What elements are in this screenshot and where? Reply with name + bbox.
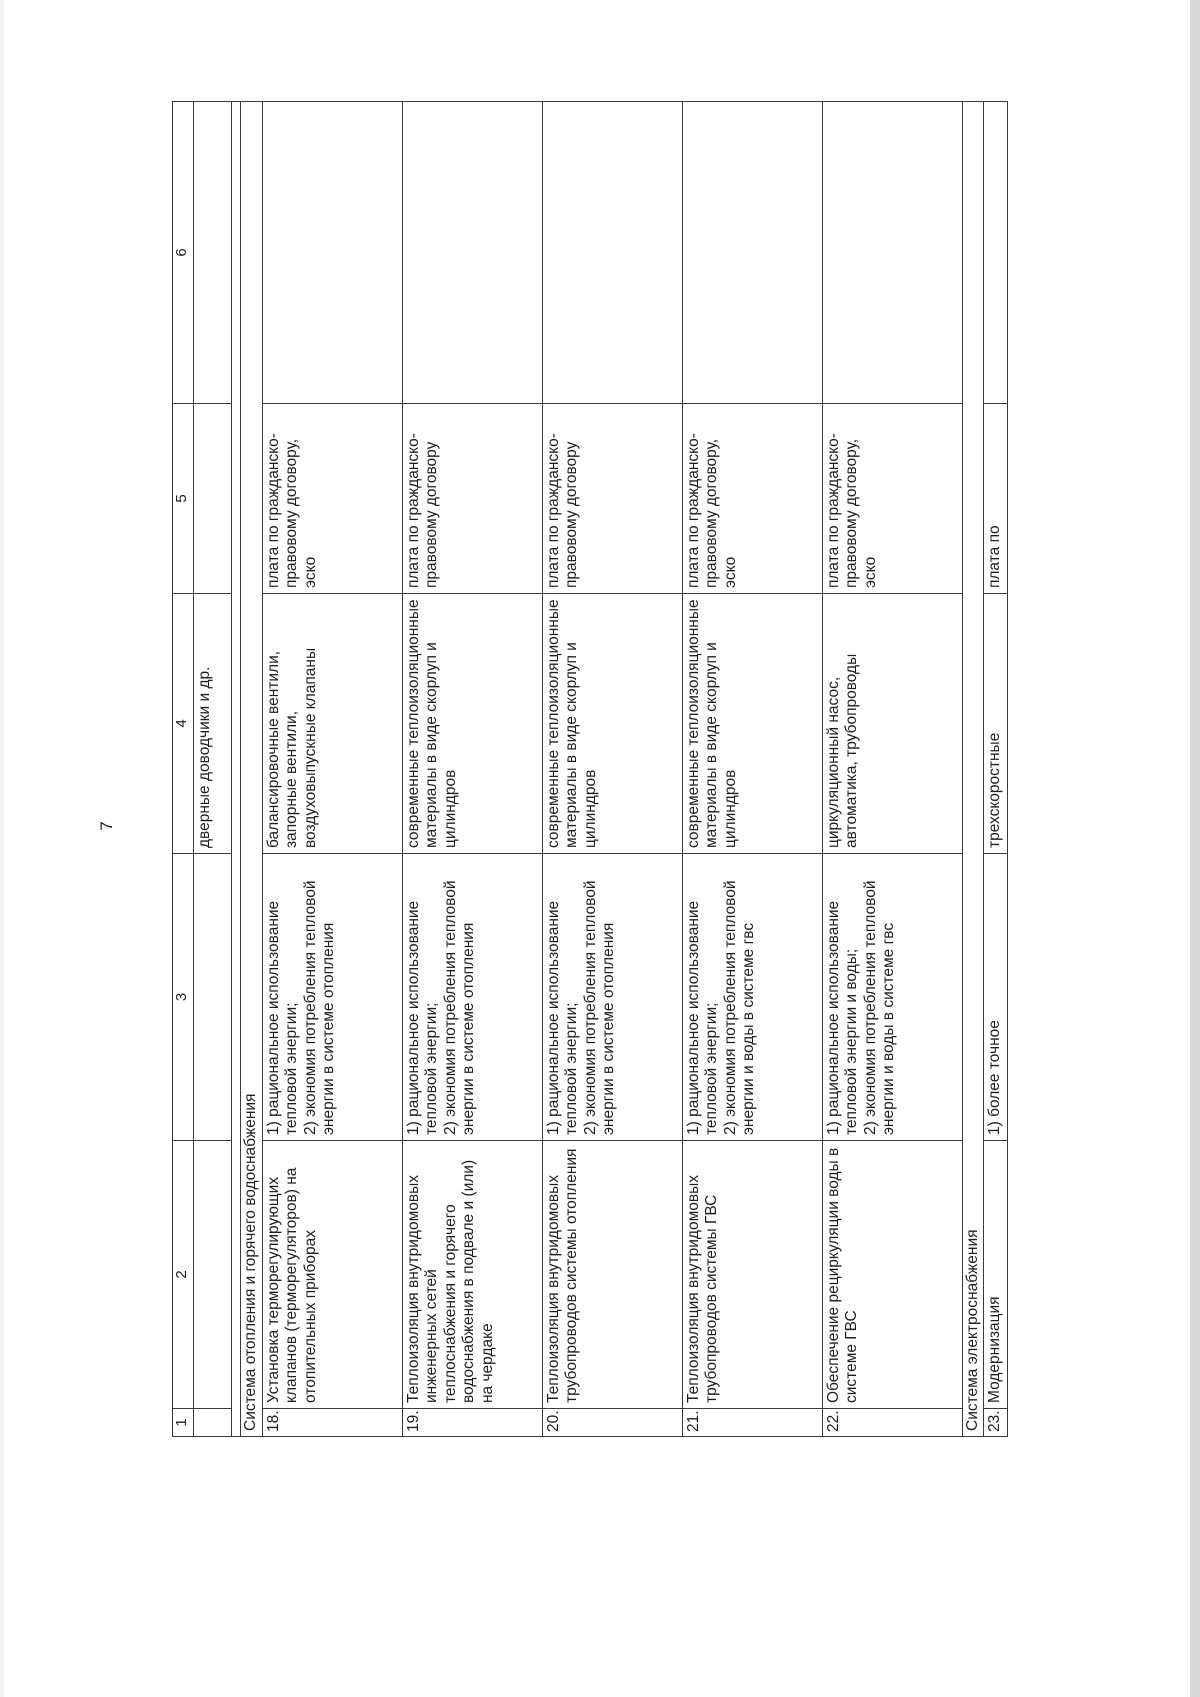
rotated-page-content [172,102,1022,1437]
effect-line: 1) более точное [986,1020,1003,1135]
effect-line: 1) рациональное использование тепловой энергии; [264,900,300,1135]
measure-col6 [262,102,402,404]
continued-row [194,102,232,1437]
measure-financing: плата по гражданско-правовому договору [402,404,542,594]
effect-line: 1) рациональное использование тепловой энергии; [684,900,720,1135]
effect-line: 2) экономия потребления тепловой энергии в системе отопления [581,880,617,1135]
section-title: Система электроснабжения [962,102,984,1437]
measure-col6 [984,102,1008,404]
column-number-cell: 3 [173,854,194,1141]
effect-line: 2) экономия потребления тепловой энергии в системе отопления [441,880,477,1135]
table-row [984,102,1008,1437]
measure-effect [542,854,682,1141]
measure-name: Установка терморегулирующих клапанов (терморегуляторов) на отопительных приборах [262,1141,402,1409]
row-number: 23. [984,1409,1008,1437]
column-number-cell: 2 [173,1141,194,1409]
measure-col6 [822,102,962,404]
row-number: 19. [402,1409,542,1437]
table-row [262,102,402,1437]
effect-line: 2) экономия потребления тепловой энергии в системе отопления [301,880,337,1135]
column-number-cell: 5 [173,404,194,594]
measure-equipment: циркуляционный насос, автоматика, трубопроводы [822,594,962,854]
section-title: Система отопления и горячего водоснабжения [241,102,263,1437]
row-number: 18. [262,1409,402,1437]
spacer-row [232,102,241,1437]
effect-line: 1) рациональное использование тепловой энергии; [544,900,580,1135]
measure-name: Обеспечение рециркуляции воды в системе ГВС [822,1141,962,1409]
measure-name: Модернизация [984,1141,1008,1409]
measure-effect [822,854,962,1141]
table-row [402,102,542,1437]
measure-equipment: современные теплоизоляционные материалы в виде скорлуп и цилиндров [402,594,542,854]
table-row [682,102,822,1437]
measure-effect [682,854,822,1141]
measure-financing: плата по гражданско-правовому договору [542,404,682,594]
effect-line: 1) рациональное использование тепловой энергии; [404,900,440,1135]
table-row [822,102,962,1437]
measure-col6 [402,102,542,404]
measure-name: Теплоизоляция внутридомовых инженерных сетей теплоснабжения и горячего водоснабжения в подвале и (или) на чердаке [402,1141,542,1409]
measure-equipment: балансировочные вентили, запорные вентили, воздуховыпускные клапаны [262,594,402,854]
measure-name: Теплоизоляция внутридомовых трубопроводов системы отопления [542,1141,682,1409]
column-number-cell: 4 [173,594,194,854]
measure-financing: плата по гражданско-правовому договору, эско [262,404,402,594]
measure-effect [984,854,1008,1141]
section-heading-row [962,102,984,1437]
scan-edge-left [0,0,4,1697]
column-number-cell: 1 [173,1409,194,1437]
column-number-row [173,102,194,1437]
effect-line: 1) рациональное использование тепловой энергии и воды; [824,900,860,1135]
measure-effect [262,854,402,1141]
column-number-cell: 6 [173,102,194,404]
row-number: 22. [822,1409,962,1437]
effect-line: 2) экономия потребления тепловой энергии и воды в системе гвс [861,880,897,1135]
measures-table [172,101,1008,1437]
measure-equipment: трехскоростные [984,594,1008,854]
measure-financing: плата по [984,404,1008,594]
page-number: 7 [97,821,116,831]
measure-effect [402,854,542,1141]
scan-edge-right [1190,0,1200,1697]
measure-financing: плата по гражданско-правовому договору, эско [682,404,822,594]
measure-name: Теплоизоляция внутридомовых трубопроводов системы ГВС [682,1141,822,1409]
measure-col6 [542,102,682,404]
row-number: 20. [542,1409,682,1437]
table-row [542,102,682,1437]
row-number: 21. [682,1409,822,1437]
continued-equipment-cell: дверные доводчики и др. [194,594,232,854]
effect-line: 2) экономия потребления тепловой энергии и воды в системе гвс [721,880,757,1135]
section-heading-row [241,102,263,1437]
measure-equipment: современные теплоизоляционные материалы в виде скорлуп и цилиндров [542,594,682,854]
measure-equipment: современные теплоизоляционные материалы в виде скорлуп и цилиндров [682,594,822,854]
measure-col6 [682,102,822,404]
measure-financing: плата по гражданско-правовому договору, эско [822,404,962,594]
